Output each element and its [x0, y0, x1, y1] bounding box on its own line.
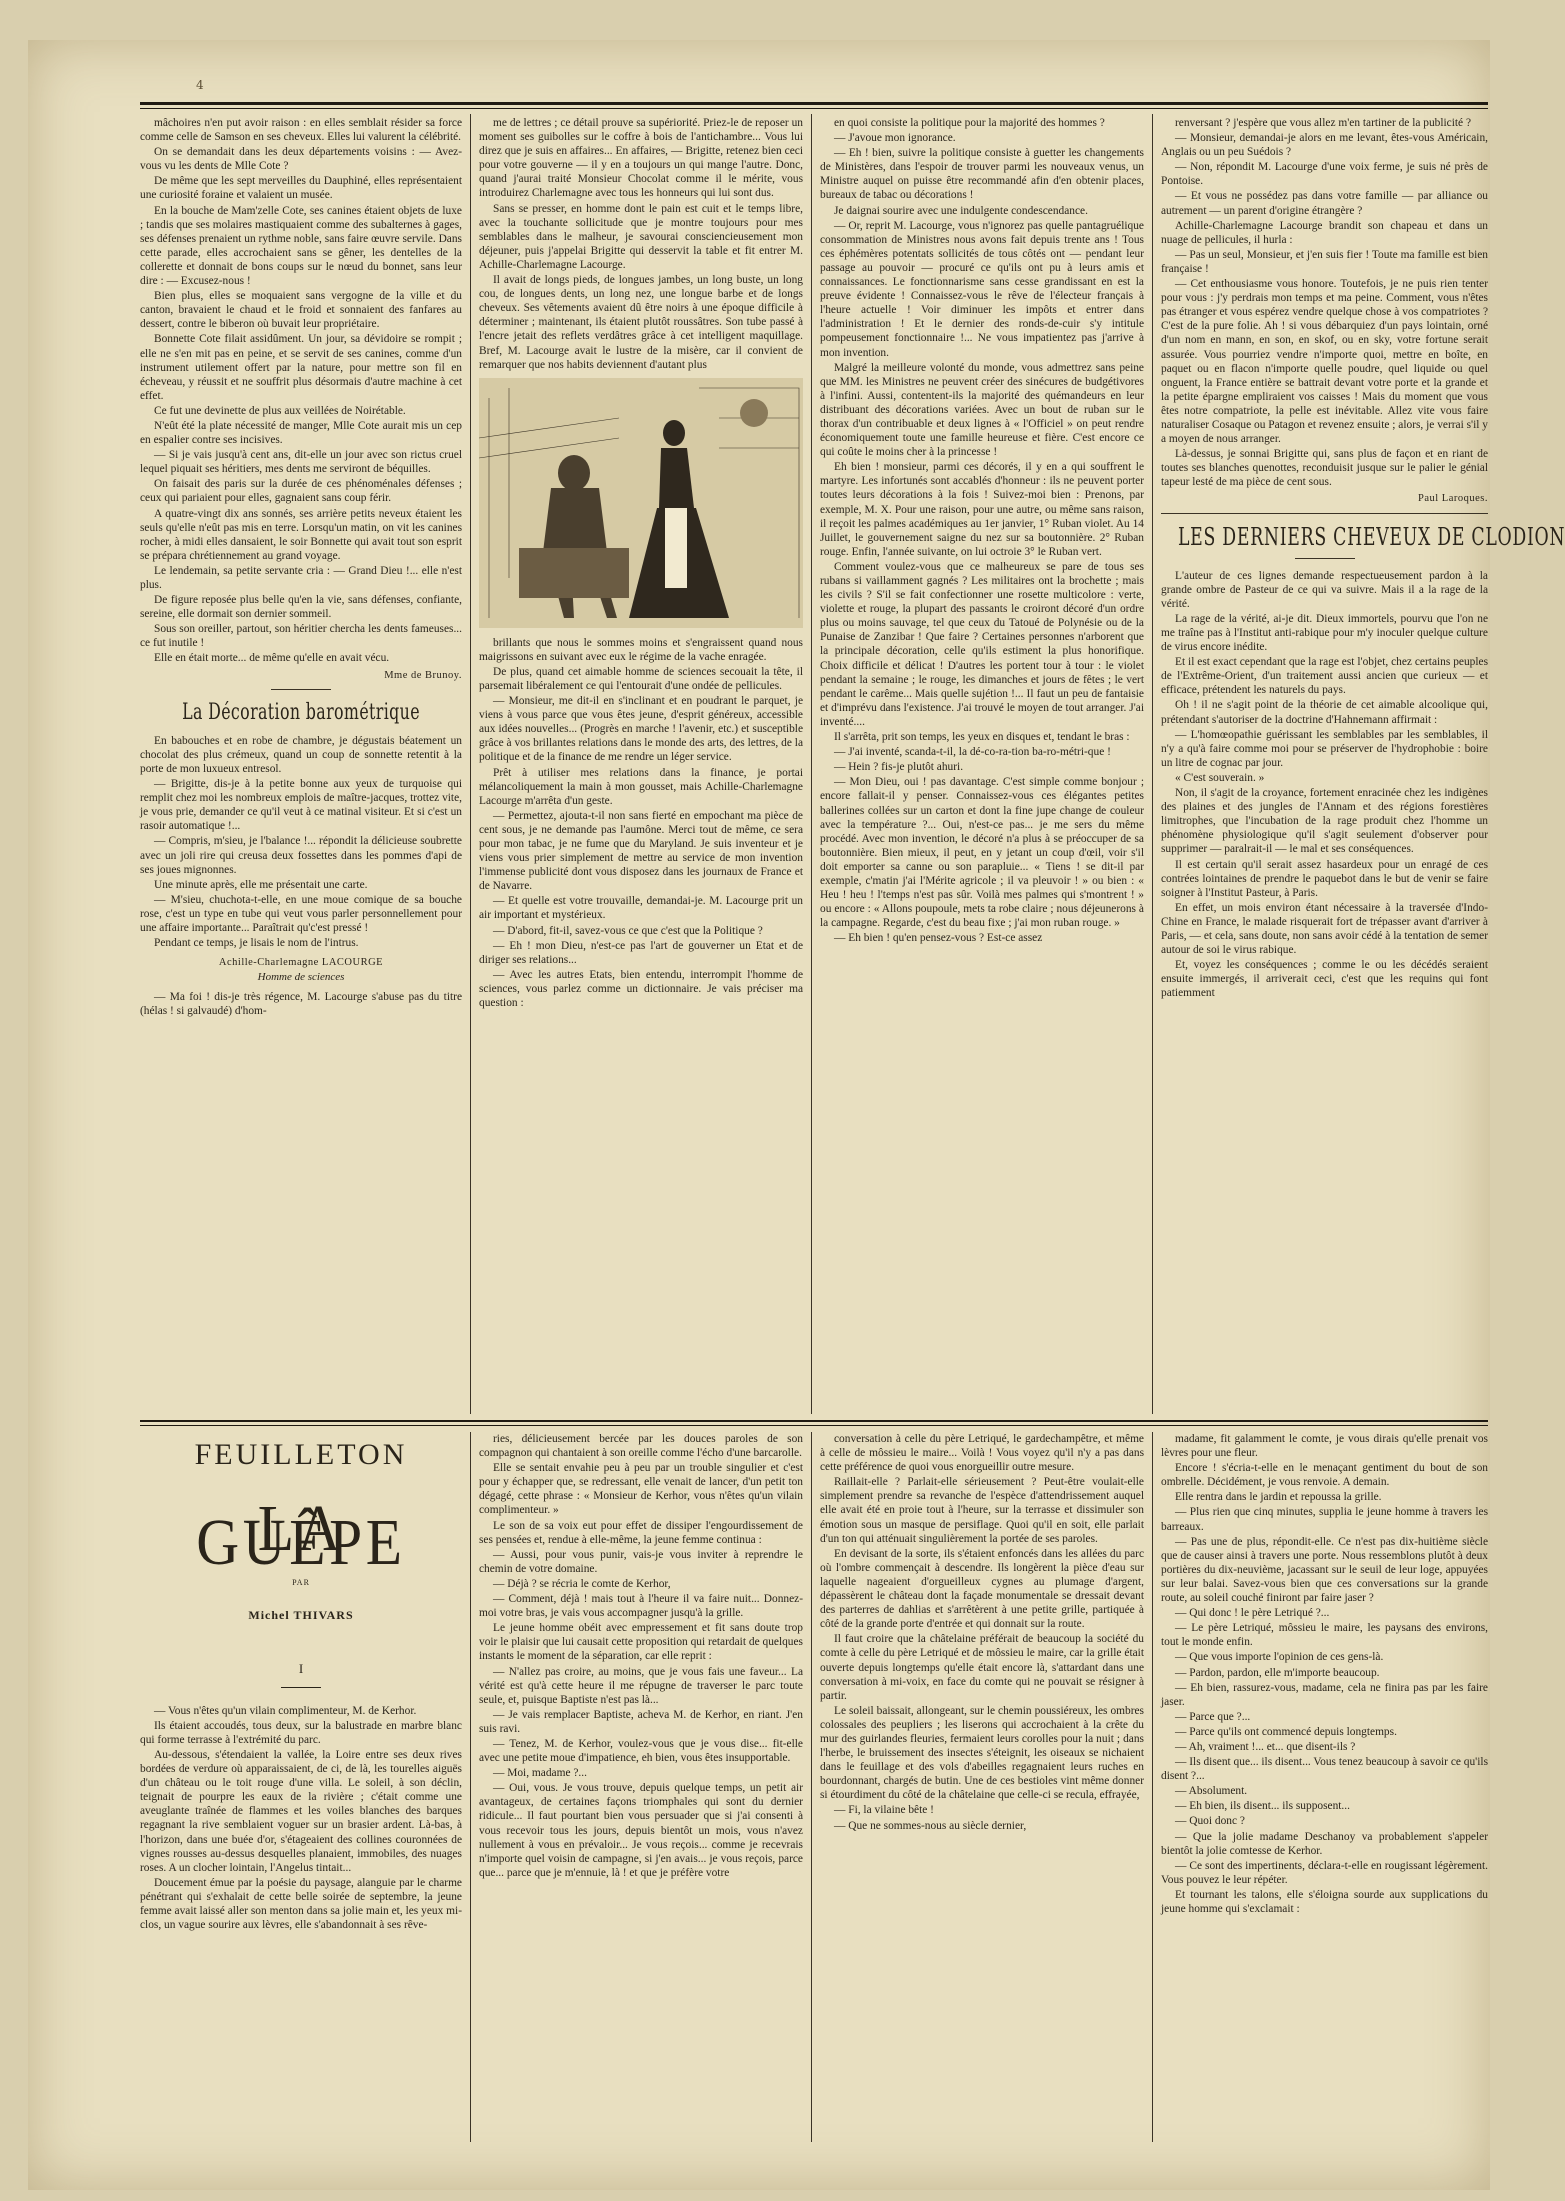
paragraph: Le son de sa voix eut pour effet de dissiper l'engourdissement de ses pensées et, rendue à elle-même, la jeune femme continua :	[479, 1519, 803, 1546]
paragraph: — Monsieur, me dit-il en s'inclinant et en poudrant le parquet, je viens à vous parce que vous êtes jeune, d'esprit généreux, accessible aux idées nouvelles... (Progrès en marche ! l'avenir, etc.) et susceptible grâce à vos brillantes relations dans le monde des arts, des lettres, de la politique et de la finance de me rendre un léger service.	[479, 695, 803, 764]
header-rule-thin	[140, 108, 1488, 109]
column-rule	[811, 1432, 812, 2142]
paragraph: — D'abord, fit-il, savez-vous ce que c'est que la Politique ?	[493, 924, 763, 937]
paragraph: — Le père Letriqué, môssieu le maire, les paysans des environs, tout le monde enfin.	[1161, 1622, 1488, 1649]
article-column-1	[140, 116, 462, 1412]
paragraph: — Cet enthousiasme vous honore. Toutefois, je ne puis rien tenter pour vous : j'y perdrais mon temps et ma peine. Comment, vous n'êtes pas étranger et vous espérez vendre quelque chose à vos compatriotes ? C'est de la pure folie. Ah ! si vous débarquiez d'un pays lointain, orné d'un nom en mann, en son, en skof, ou en sky, votre fortune serait assurée. Vous pourriez vendre n'importe quoi, mettre en boîte, en paquet ou en flacon n'importe quelle poudre, quel liquide ou quel onguent, la France entière se battrait devant votre porte et la grande et la petite épargne empliraient vos caisses ! Mais du moment que vous êtes notre compatriote, la pelle est inévitable. Allez vite vous faire naturaliser Cosaque ou Patagon et revenez ensuite ; alors, je verrai s'il y a moyen de nous arranger.	[1161, 278, 1488, 446]
paragraph: En la bouche de Mam'zelle Cote, ses canines étaient objets de luxe ; tandis que ses molaires mastiquaient comme des subalternes à gages, ses défenses prenaient un rythme noble, sans faire œuvre servile. Dans cette parade, elles accrochaient sans se gêner, les dentelles de la collerette et donnait de bons coups sur le nœud du bonnet, sans leur dire : — Excusez-nous !	[140, 204, 462, 288]
column-rule	[1152, 1432, 1153, 2142]
paragraph: — Ma foi ! dis-je très régence, M. Lacourge s'abuse pas du titre (hélas ! si galvaudé) d'hom-	[140, 991, 462, 1018]
paragraph: — Eh bien, rassurez-vous, madame, cela ne finira pas par les faire jaser.	[1161, 1681, 1488, 1708]
column-rule	[470, 1432, 471, 2142]
paragraph: Il faut croire que la châtelaine préférait de beaucoup la société du comte à celle du père Letriqué et de môssieu le maire, car la grille était ouverte depuis longtemps qu'elle était encore là, s'attardant dans une conversation à mi-voix, en face du comte qui ne pouvait se résigner à partir.	[820, 1633, 1144, 1702]
paragraph: Et tournant les talons, elle s'éloigna sourde aux supplications du jeune homme qui s'exclamait :	[1161, 1888, 1488, 1915]
paragraph: Au-dessous, s'étendaient la vallée, la Loire entre ses deux rives bordées de verdure où apparaissaient, de ci, de là, les tourelles aiguës d'un château ou le toit rouge d'une villa. Le soleil, à son déclin, teignait de pourpre les eaux de la rivière ; c'était comme une aveuglante traînée de flammes et les voiles blanches des barques regagnant la rive semblaient voguer sur un brasier ardent. Là-bas, à l'horizon, dans une buée d'or, s'étageaient des collines couronnées de vignes rousses au-dessus desquelles planaient, immobiles, des nuages roses. A un clocher lointain, l'Angelus tintait...	[140, 1748, 462, 1874]
paragraph: Encore ! s'écria-t-elle en le menaçant gentiment du bout de son ombrelle. Décidément, je vous renvoie. A demain.	[1161, 1462, 1488, 1489]
feuilleton-column-3	[820, 1432, 1144, 2142]
paragraph: Il est certain qu'il serait assez hasardeux pour un enragé de ces contrées lointaines de prendre le paquebot dans le but de venir se faire soigner à l'Institut Pasteur, à Paris.	[1161, 858, 1488, 899]
chapter-number: I	[298, 1661, 304, 1677]
paragraph: Elle en était morte... de même qu'elle en avait vécu.	[154, 652, 390, 665]
paragraph: — Pas un seul, Monsieur, et j'en suis fier ! Toute ma famille est bien française !	[1161, 248, 1488, 275]
paragraph: — Monsieur, demandai-je alors en me levant, êtes-vous Américain, Anglais ou un peu Suédois ?	[1161, 132, 1488, 159]
paragraph: Le lendemain, sa petite servante cria : — Grand Dieu !... elle n'est plus.	[140, 564, 462, 591]
paragraph: Malgré la meilleure volonté du monde, vous admettrez sans peine que MM. les Ministres ne peuvent créer des sinécures de budgétivores à l'infini. Aussi, contentent-ils la majorité des quémandeurs en leur distribuant des décorations variées. Avec un bout de ruban sur le thorax d'un contribuable et deux lignes à « l'Officiel » on peut rendre économiquement toute une famille heureuse et fière. C'est encore ce qui coûte le moins cher à la princesse !	[820, 361, 1144, 459]
author-prefix: PAR	[292, 1578, 310, 1588]
paragraph: — Oui, vous. Je vous trouve, depuis quelque temps, un petit air avantageux, de certaines façons triomphales qui sont du dernier ridicule... Il faut pourtant bien vous persuader que si j'ai consenti à vous recevoir tous les jours, depuis bientôt un mois, vous n'avez nullement à vous en prévaloir... Je vous reçois... comme je recevrais n'importe quel voisin de campagne, si j'en avais... je vous reçois, parce que... parce que je m'ennuie, là ! et que je préfère votre	[479, 1782, 803, 1879]
paragraph: — Qui donc ! le père Letriqué ?...	[1175, 1607, 1330, 1620]
paragraph: — Que la jolie madame Deschanoy va probablement s'appeler bientôt la jolie comtesse de Kerhor.	[1161, 1830, 1488, 1857]
paragraph: — Moi, madame ?...	[493, 1767, 587, 1780]
paragraph: — Eh ! bien, suivre la politique consiste à guetter les changements de Ministères, dans l'espoir de trouver parmi les nouveaux venus, un Ministre auquel on puisse être recommandé afin d'en obtenir places, bureaux de tabac ou décorations !	[820, 147, 1144, 202]
paragraph: On faisait des paris sur la durée de ces phénoménales défenses ; ceux qui pariaient pour elles, gagnaient sans coup férir.	[140, 478, 462, 505]
paragraph: — Ah, vraiment !... et... que disent-ils ?	[1175, 1740, 1356, 1753]
paragraph: — Fi, la vilaine bête !	[834, 1804, 934, 1817]
feuilleton-header	[140, 1438, 462, 1704]
paragraph: Non, il s'agit de la croyance, fortement enracinée chez les indigènes des plaines et des jungles de l'Annam et des régions forestières limitrophes, que l'incubation de la rage produit chez l'homme un phénomène physiologique qu'il s'agit seulement d'observer pour supprimer — paralrait-il — le mal et ses conséquences.	[1161, 787, 1488, 856]
paragraph: — Quoi donc ?	[1175, 1815, 1245, 1828]
paragraph: A quatre-vingt dix ans sonnés, ses arrière petits neveux étaient les seuls qu'elle n'eût pas mis en terre. Lorsqu'un matin, on vit les canines rocher, à midi elles dansaient, le soir Bonnette qui avait tout son esprit se prépara chrétiennement au grand voyage.	[140, 507, 462, 562]
separator	[1161, 513, 1488, 514]
paragraph: Là-dessus, je sonnai Brigitte qui, sans plus de façon et en riant de toutes ses blanches quenottes, reconduisit jusque sur le palier le génial tapeur lesté de ma pièce de cent sous.	[1161, 448, 1488, 489]
paragraph: Je daignai sourire avec une indulgente condescendance.	[834, 204, 1088, 217]
paragraph: Il avait de longs pieds, de longues jambes, un long buste, un long cou, de longues dents, un long nez, une longue barbe et de longs cheveux. Ses vêtements avaient dû être noirs à une époque difficile à déterminer ; maintenant, ils étaient plutôt roussâtres. Son tube passé à l'encre jetait des reflets verdâtres grâce à cet intelligent maquillage. Bref, M. Lacourge avait le lustre de la misère, car il convient de remarquer que nos habits deviennent d'autant plus	[479, 274, 803, 371]
paragraph: — Non, répondit M. Lacourge d'une voix ferme, je suis né près de Pontoise.	[1161, 161, 1488, 188]
paragraph: Ils étaient accoudés, tous deux, sur la balustrade en marbre blanc qui forme terrasse à l'extrémité du parc.	[140, 1719, 462, 1746]
paragraph: ries, délicieusement bercée par les douces paroles de son compagnon qui chantaient à son oreille comme l'écho d'une barcarolle.	[479, 1433, 803, 1460]
paragraph: Oh ! il ne s'agit point de la théorie de cet aimable alcoolique qui, prétendant s'autoriser de la doctrine d'Hahnemann affirmait :	[1161, 699, 1488, 726]
column-rule	[811, 114, 812, 1414]
paragraph: Elle se sentait envahie peu à peu par un trouble singulier et c'est pour y échapper que, se redressant, elle venait de lancer, d'un petit ton dégagé, cette phrase : « Monsieur de Kerhor, vous n'êtes qu'un vilain complimenteur. »	[479, 1462, 803, 1517]
header-rule	[140, 102, 1488, 105]
paragraph: Il s'arrêta, prit son temps, les yeux en disques et, tendant le bras :	[834, 731, 1130, 744]
paragraph: — Mon Dieu, oui ! pas davantage. C'est simple comme bonjour ; encore fallait-il y penser. Connaissez-vous ces élégantes petites ballerines collées sur un carton et dont la fine jupe change de couleur avec la température ?... Oui, n'est-ce pas... je me sers du même procédé. Avec mon invention, le décoré n'a plus à se préoccuper de sa boutonnière. Bien mieux, il peut, en y jetant un coup d'œil, voir s'il doit emporter sa canne ou son parapluie... « Tiens ! se dit-il par exemple, c'matin j'ai l'Mérite agricole ; il va pleuvoir ! » ou bien : « Heu ! heu ! l'temps n'est pas sûr. Voilà mes palmes qui s'montrent ! » ou encore : « Allons poupoule, mets ta robe claire ; nous déjeunerons à la campagne. Regarde, c'est du beau fixe ; j'ai mon ruban rouge. »	[820, 776, 1144, 930]
paragraph: Raillait-elle ? Parlait-elle sérieusement ? Peut-être voulait-elle simplement prendre sa revanche de l'espèce d'attendrissement auquel elle avait été en proie tout à l'heure, sur la terrasse et dissimuler son émotion sous un masque de persiflage. Quoi qu'il en soit, elle parlait d'un ton qui atténuait singulièrement la portée de ses paroles.	[820, 1476, 1144, 1545]
paragraph: renversant ? j'espère que vous allez m'en tartiner de la publicité ?	[1175, 117, 1472, 129]
paragraph: En devisant de la sorte, ils s'étaient enfoncés dans les allées du parc où l'ombre commençait à descendre. Ils longèrent la pièce d'eau sur laquelle nageaient d'orgueilleux cygnes au plumage d'argent, dépassèrent le château dont la façade monumentale se dressait devant des parterres de dahlias et s'arrêtèrent à une petite grille, partiquée à côté de la grande porte d'entrée et qui donnait sur la route.	[820, 1547, 1144, 1631]
paragraph: — Pas une de plus, répondit-elle. Ce n'est pas dix-huitième siècle que de causer ainsi à travers une porte. Nous ressemblons plutôt à deux portières du dix-neuvième, jacassant sur le seuil de leur loge, appuyées sur leur balai. Savez-vous bien que ces conversations sur la grande route, au soleil couché finiront par faire jaser ?	[1161, 1535, 1488, 1605]
visiting-card-name: Achille-Charlemagne LACOURGE	[218, 957, 384, 969]
paragraph: Doucement émue par la poésie du paysage, alanguie par le charme pénétrant qui s'exhalait de cette belle soirée de septembre, la jeune femme avait laissé aller son menton dans sa jolie main et, les yeux mi-clos, un vague sourire aux lèvres, elle s'abandonnait à ses rêve-	[140, 1876, 462, 1932]
paragraph: — Aussi, pour vous punir, vais-je vous inviter à reprendre le chemin de votre domaine.	[479, 1548, 803, 1575]
separator	[1295, 558, 1355, 559]
paragraph: — J'avoue mon ignorance.	[834, 132, 956, 145]
feuilleton-rule-thin	[140, 1425, 1488, 1426]
column-rule	[1152, 114, 1153, 1414]
paragraph: Le soleil baissait, allongeant, sur le chemin poussiéreux, les ombres colossales des peupliers ; les liserons qui accrochaient à la crête du mur des guirlandes fleuries, fermaient leurs corolles pour la nuit ; dans l'herbe, le bruissement des insectes s'éteignit, les oiseaux se nichaient dans le feuillage et des vols d'abeilles regagnaient leurs ruches en bourdonnant, chargés de butin. Une de ces bestioles vint même donner si étourdiment du côté de la châtelaine que celle-ci se recula, effrayée,	[820, 1704, 1144, 1802]
paragraph: — Parce qu'ils ont commencé depuis longtemps.	[1175, 1725, 1397, 1738]
paragraph: Le jeune homme obéit avec empressement et fit sans doute trop voir le plaisir que lui causait cette proposition qui retardait de quelques instants le moment de la séparation, car elle reprit :	[479, 1622, 803, 1663]
paragraph: De plus, quand cet aimable homme de sciences secouait la tête, il parsemait libéralement ce qui l'entourait d'une ondée de pellicules.	[479, 665, 803, 692]
feuilleton-label: FEUILLETON	[194, 1438, 408, 1471]
paragraph: — Eh bien, ils disent... ils supposent...	[1175, 1800, 1350, 1813]
paragraph: Comment voulez-vous que ce malheureux se pare de tous ses rubans si vaillamment gagnés ? Les militaires ont la brochette ; mais les civils ? S'il se fait confectionner une rosette multicolore : verte, violette et rouge, la plupart des passants le croiront décoré d'un ordre plus ou moins sauvage, tel que ceux du Tatoué de Polynésie ou de la Punaise de Zanzibar ! Que faire ? Certaines personnes n'arborent que la principale décoration, celle qu'ils estiment la plus honorifique. Choix difficile et délicat ! D'autres les portent tour à tour : le violet pendant la semaine ; le rouge, les dimanches et jours de fêtes ; le vert pendant le carême... Mais quelle sujétion !... Il faut un peu de fantaisie et d'imprévu dans l'existence. J'ai trouvé le moyen de tout arranger. J'ai inventé....	[820, 560, 1144, 728]
paragraph: — Permettez, ajouta-t-il non sans fierté en empochant ma pièce de cent sous, je ne demande pas l'aumône. Merci tout de même, ce sera pour mon tabac, je ne fume que du Maryland. Je suis inventeur et je viens vous prier simplement de mettre au service de mon invention l'immense publicité dont vous disposez dans les journaux de France et de Navarre.	[479, 809, 803, 893]
paragraph: — Parce que ?...	[1175, 1710, 1251, 1723]
paragraph: Et, voyez les conséquences ; comme le ou les décédés seraient ensuite immergés, il arriverait ceci, c'est que les requins qui font patiemment	[1161, 959, 1488, 1000]
paragraph: — Pardon, pardon, elle m'importe beaucoup.	[1175, 1666, 1380, 1679]
paragraph: — Hein ? fis-je plutôt ahuri.	[834, 761, 964, 774]
byline-brunoy: Mme de Brunoy.	[384, 669, 462, 681]
paragraph: — Or, reprit M. Lacourge, vous n'ignorez pas quelle pantagruélique consommation de Ministres nous avons fait depuis trente ans ! Tous ces éphémères potentats sollicités de tous côtés ont — pendant leur passage au pouvoir — procuré ce qu'ils ont pu à leurs amis et connaissances. Le fonctionnarisme sans cesse grandissant en est la preuve évidente ! Connaissez-vous le rêve de l'électeur français à l'heure actuelle ! Voir diminuer les impôts et entrer dans l'administration ! Et le dernier des ronds-de-cuir s'y intitule pompeusement fonctionnaire !... Ne vous impatientez pas j'arrive à mon invention.	[820, 219, 1144, 359]
paragraph: brillants que nous le sommes moins et s'engraissent quand nous maigrissons en suivant avec eux le régime de la vache enragée.	[479, 636, 803, 663]
paragraph: — Ce sont des impertinents, déclara-t-elle en rougissant légèrement. Vous pouvez le leur répéter.	[1161, 1859, 1488, 1886]
paragraph: Eh bien ! monsieur, parmi ces décorés, il y en a qui souffrent le martyre. Les infortunés sont accablés d'honneur : ils ne peuvent porter toutes leurs décorations à la fois ! Suivez-moi bien : Prenons, par exemple, M. X. Pour une raison, pour une autre, ou même sans raison, il reçoit les palmes académiques au 1er janvier, 1° Ruban violet. Au 14 Juillet, le gouvernement saigne du nez sur sa boutonnière. 2° Ruban rouge. Enfin, l'année suivante, on lui octroie 3° le Ruban vert.	[820, 461, 1144, 558]
paragraph: « C'est souverain. »	[1175, 771, 1265, 784]
paragraph: — Tenez, M. de Kerhor, voulez-vous que je vous dise... fit-elle avec une petite moue d'impatience, eh bien, vous êtes insupportable.	[479, 1737, 803, 1765]
paragraph: On se demandait dans les deux départements voisins : — Avez-vous vu les dents de Mlle Cote ?	[140, 146, 462, 173]
paragraph: — Eh bien ! qu'en pensez-vous ? Est-ce assez	[834, 932, 1043, 945]
paragraph: — Et quelle est votre trouvaille, demandai-je. M. Lacourge prit un air important et mystérieux.	[479, 895, 803, 922]
paragraph: Et il est exact cependant que la rage est l'objet, chez certains peuples de l'Extrême-Orient, d'un traitement aussi ancien que curieux — et efficace, prétendent les naturels du pays.	[1161, 656, 1488, 697]
paragraph: — Avec les autres Etats, bien entendu, interrompit l'homme de sciences, vous parlez comme un dictionnaire. Je vais préciser ma question :	[479, 968, 803, 1010]
paragraph: Pendant ce temps, je lisais le nom de l'intrus.	[154, 937, 359, 950]
paragraph: Une minute après, elle me présentait une carte.	[154, 878, 368, 891]
paragraph: Achille-Charlemagne Lacourge brandit son chapeau et dans un nuage de pellicules, il hurla :	[1161, 219, 1488, 246]
paragraph: me de lettres ; ce détail prouve sa supériorité. Priez-le de reposer un moment ses guibolles sur le coffre à bois de l'antichambre... Vous lui direz que je suis en affaires... En affaires, — Brigitte, retenez bien ceci pour votre gouverne — il y en a toujours un qui mange l'autre. Donc, quand j'aurai traité Monsieur Chocolat comme il le mérite, vous introduirez Charlemagne avec tous les honneurs qui lui sont dus.	[479, 117, 803, 200]
paragraph: N'eût été la plate nécessité de manger, Mlle Cote aurait mis un cep en espalier contre ses incisives.	[140, 419, 462, 447]
column-rule	[470, 114, 471, 1414]
page-number: 4	[196, 78, 204, 92]
paragraph: Bonnette Cote filait assidûment. Un jour, sa dévidoire se rompit ; elle ne s'en mit pas en peine, et se servit de ses canines, comme d'un instrument utilement offert par la nature, pour mettre son fil en écheveau, y réussit et ne souffrit plus désormais d'autre machine à cet effet.	[140, 333, 462, 402]
paragraph: — Je vais remplacer Baptiste, acheva M. de Kerhor, en riant. J'en suis ravi.	[479, 1708, 803, 1735]
paragraph: Bien plus, elles se moquaient sans vergogne de la ville et du canton, bravaient le chaud et le froid et sonnaient des fanfares au dessert, contre le biberon où buvait leur propriétaire.	[140, 290, 462, 331]
visiting-card-title: Homme de sciences	[257, 971, 345, 984]
author-name: Michel THIVARS	[248, 1608, 354, 1623]
paragraph: En babouches et en robe de chambre, je dégustais béatement un chocolat des plus crémeux, quand un coup de sonnette retentit à la porte de mon luxueux entresol.	[140, 734, 462, 775]
paragraph: — Ils disent que... ils disent... Vous tenez beaucoup à savoir ce qu'ils disent ?...	[1161, 1756, 1488, 1783]
paragraph: Sans se presser, en homme dont le pain est cuit et le temps libre, avec la touchante sollicitude que je montre toujours pour mes semblables dans le malheur, je savourai consciencieusement mon déjeuner, puis j'appelai Brigitte qui desservit la table et fit entrer M. Achille-Charlemagne Lacourge.	[479, 202, 803, 271]
paragraph: De même que les sept merveilles du Dauphiné, elles représentaient une curiosité foraine et valaient un musée.	[140, 175, 462, 202]
paragraph: — Brigitte, dis-je à la petite bonne aux yeux de turquoise qui remplit chez moi les nombreux emplois de maître-jacques, trottez vite, je vous prie, demander ce qu'il veut à ce matinal visiteur. Et si c'est un rasoir automatique !...	[140, 778, 462, 833]
newspaper-page	[28, 40, 1565, 2190]
serial-title: LA GUÊPE	[196, 1492, 406, 1580]
article-heading-decoration: La Décoration barométrique	[182, 699, 420, 725]
paragraph: madame, fit galamment le comte, je vous dirais qu'elle prenait vos lèvres pour une fleur.	[1161, 1433, 1488, 1460]
feuilleton-column-4	[1161, 1432, 1488, 2142]
paragraph: — Que vous importe l'opinion de ces gens-là.	[1175, 1651, 1384, 1664]
paragraph: — N'allez pas croire, au moins, que je vous fais une faveur... La vérité est qu'à cette heure il me répugne de traverser le parc toute seule, et, puisque Baptiste n'est pas là...	[479, 1665, 803, 1706]
paragraph: — Absolument.	[1175, 1785, 1248, 1798]
paragraph: — Et vous ne possédez pas dans votre famille — par alliance ou autrement — un parent d'origine étrangère ?	[1161, 190, 1488, 217]
byline-laroques: Paul Laroques.	[1418, 493, 1488, 505]
paragraph: — Vous n'êtes qu'un vilain complimenteur, M. de Kerhor.	[154, 1704, 417, 1717]
paragraph: — Plus rien que cinq minutes, supplia le jeune homme à travers les barreaux.	[1161, 1506, 1488, 1533]
paragraph: — Si je vais jusqu'à cent ans, dit-elle un jour avec son rictus cruel lequel piquait ses héritiers, mes dents me serviront de béquilles.	[140, 449, 462, 476]
paragraph: L'auteur de ces lignes demande respectueusement pardon à la grande ombre de Pasteur de ce qui va suivre. Mais il a la rage de la vérité.	[1161, 569, 1488, 610]
paragraph: — Déjà ? se récria le comte de Kerhor,	[493, 1577, 671, 1590]
paragraph: La rage de la vérité, ai-je dit. Dieux immortels, pourvu que l'on ne me traîne pas à l'Institut anti-rabique pour m'y inoculer quelque culture de virus encore inédite.	[1161, 612, 1488, 654]
article-column-3	[820, 116, 1144, 1412]
article-column-4	[1161, 116, 1565, 1412]
paragraph: — J'ai inventé, scanda-t-il, la dé-co-ra-tion ba-ro-métri-que !	[834, 746, 1111, 759]
paragraph: conversation à celle du père Letriqué, le gardechampêtre, et même à celle de môssieu le maire... Voilà ! Vous voyez qu'il n'y a pas dans cette préférence de quoi vous enorgueillir outre mesure.	[820, 1433, 1144, 1474]
paragraph: — Que ne sommes-nous au siècle dernier,	[834, 1819, 1027, 1832]
article-column-2	[479, 116, 803, 1412]
paragraph: — Comment, déjà ! mais tout à l'heure il va faire nuit... Donnez-moi votre bras, je vais vous accompagner jusqu'à la grille.	[479, 1593, 803, 1620]
article-heading-clodion: LES DERNIERS CHEVEUX DE CLODION	[1177, 522, 1565, 551]
paragraph: — Compris, m'sieu, je l'balance !... répondit la délicieuse soubrette avec un joli rire qui creusa deux fossettes dans les pommes d'api de ses joues mignonnes.	[140, 835, 462, 876]
paragraph: Prêt à utiliser mes relations dans la finance, je portai mélancoliquement la main à mon gousset, mais Achille-Charlemagne Lacourge m'arrêta d'un geste.	[479, 766, 803, 807]
paragraph: Elle rentra dans le jardin et repoussa la grille.	[1175, 1491, 1382, 1504]
paragraph: En effet, un mois environ étant nécessaire à la traversée d'Indo-Chine en France, le malade risquerait fort de trépasser avant d'arriver à Paris, — et cela, sans doute, non sans avoir cédé à la tentation de semer autour de soi le virus rabique.	[1161, 901, 1488, 957]
paragraph: — L'homœopathie guérissant les semblables par les semblables, il n'y a qu'à faire comme moi pour se préserver de l'hydrophobie : boire un litre de cognac par jour.	[1161, 728, 1488, 769]
paragraph: Ce fut une devinette de plus aux veillées de Noirétable.	[154, 404, 406, 417]
paragraph: — M'sieu, chuchota-t-elle, en une moue comique de sa bouche rose, c'est un type en tube qui veut vous parler personnellement pour une affaire importante... Paraîtrait qu'c'est pressé !	[140, 893, 462, 934]
paragraph: De figure reposée plus belle qu'en la vie, sans défenses, confiante, sereine, elle dormait son dernier sommeil.	[140, 594, 462, 621]
feuilleton-column-1	[140, 1432, 462, 2142]
feuilleton-rule	[140, 1420, 1488, 1422]
feuilleton-column-2	[479, 1432, 803, 2142]
paragraph: en quoi consiste la politique pour la majorité des hommes ?	[834, 117, 1105, 129]
paragraph: mâchoires n'en put avoir raison : en elles semblait résider sa force comme celle de Samson en ses cheveux. Elles lui valurent la célébrité.	[140, 117, 462, 144]
paragraph: — Eh ! mon Dieu, n'est-ce pas l'art de gouverner un Etat et de diriger ses relations...	[479, 939, 803, 966]
paragraph: Sous son oreiller, partout, son héritier chercha les dents fameuses... ce fut inutile !	[140, 623, 462, 650]
engraving-illustration	[479, 378, 803, 628]
separator	[271, 689, 331, 690]
